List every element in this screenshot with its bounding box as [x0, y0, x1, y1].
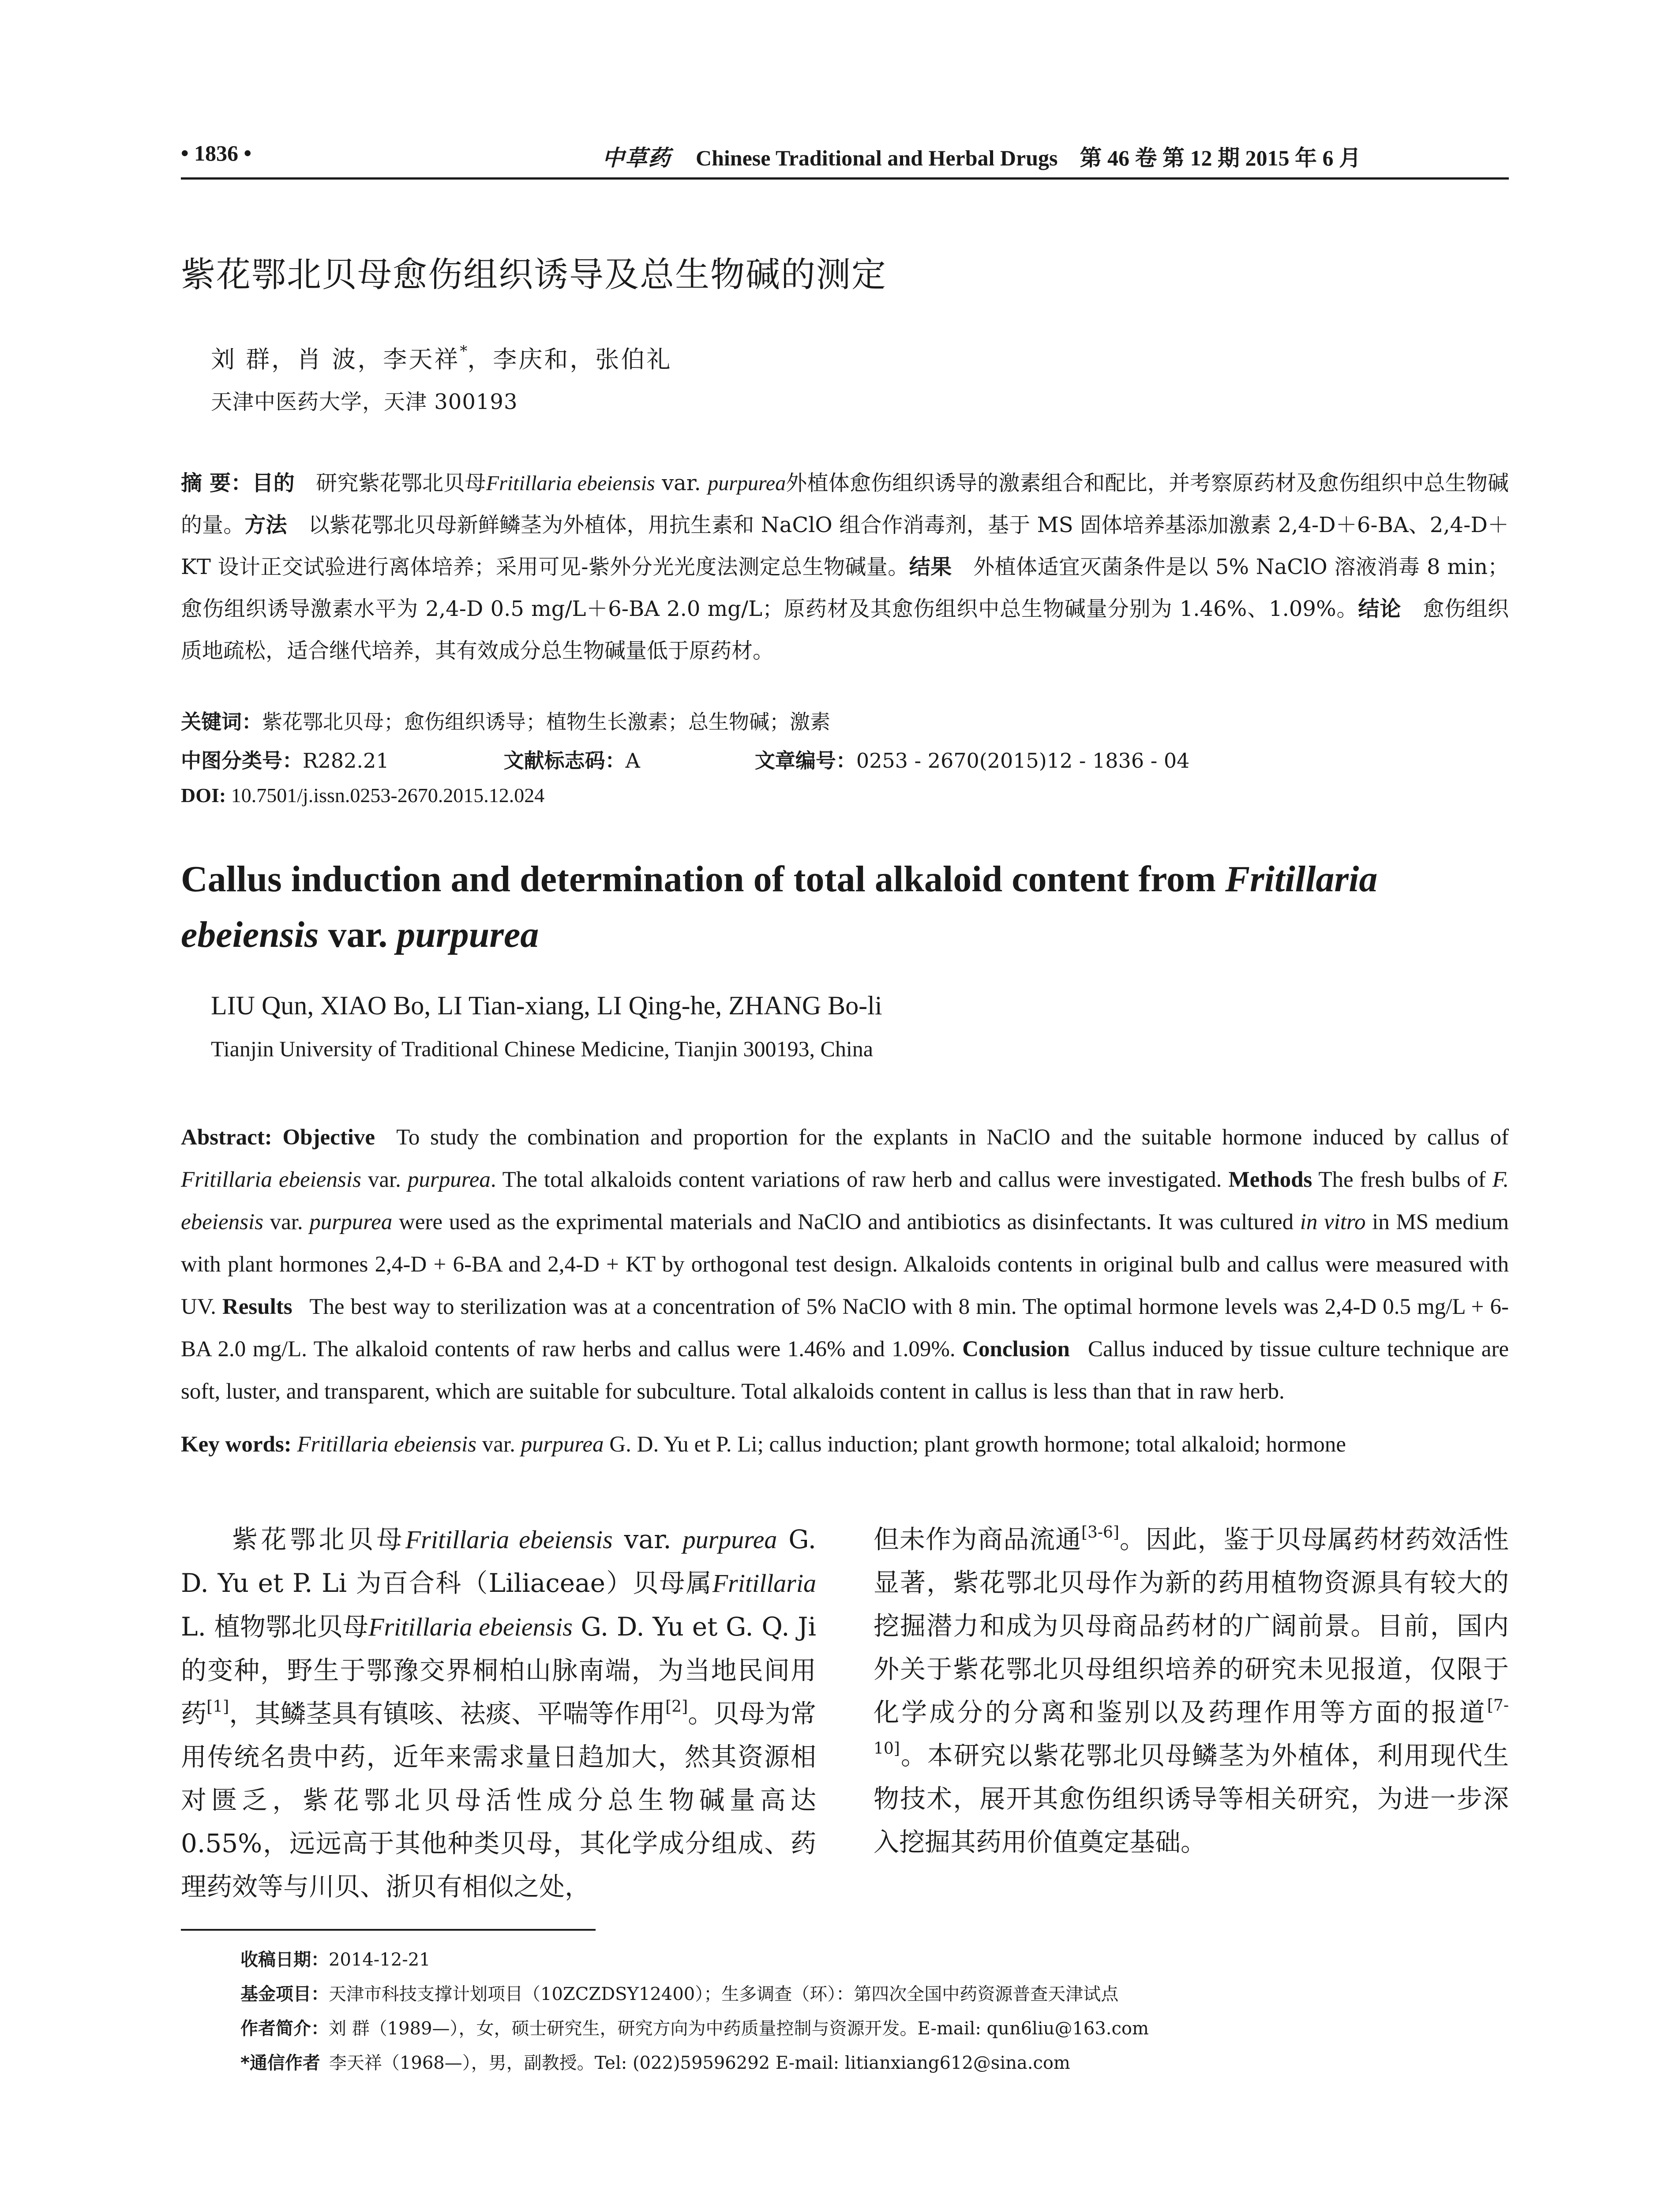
running-header — [181, 140, 1509, 180]
citation-ref[interactable]: [1] — [206, 1698, 229, 1716]
citation-ref[interactable]: [3-6] — [1081, 1523, 1119, 1542]
footnote-rule — [181, 1929, 596, 1931]
journal-line — [602, 140, 1361, 172]
classification-line: 中图分类号：R282.21 文献标志码：A 文章编号：0253 - 2670(2015)12 - 1836 - 04 — [181, 749, 1190, 773]
body-right-column: 但未作为商品流通[3-6]。因此，鉴于贝母属药材药效活性显著，紫花鄂北贝母作为新的药用植物资源具有较大的挖掘潜力和成为贝母商品药材的广阔前景。目前，国内外关于紫花鄂北贝母组织培养的研究未见报道，仅限于化学成分的分离和鉴别以及药理作用等方面的报道[7-10]。本研究以紫花鄂北贝母鳞茎为外植体，利用现代生物技术，展开其愈伤组织诱导等相关研究，为进一步深入挖掘其药用价值奠定基础。 — [874, 1523, 1509, 1857]
journal-name: Chinese Traditional and Herbal Drugs — [696, 146, 1058, 170]
footnote-received: 收稿日期：2014-12-21 — [240, 1950, 431, 1970]
english-title: Callus induction and determination of total alkaloid content from Fritillaria ebeiensis var. purpurea — [181, 859, 1378, 955]
footnote-corresponding: *通信作者 李天祥（1968—），男，副教授。Tel: (022)59596292 E-mail: litianxiang612@sina.com — [240, 2053, 1070, 2073]
english-affiliation: Tianjin University of Traditional Chinese Medicine, Tianjin 300193, China — [211, 1036, 873, 1061]
doi-link[interactable]: 10.7501/j.issn.0253-2670.2015.12.024 — [231, 784, 545, 807]
chinese-title: 紫花鄂北贝母愈伤组织诱导及总生物碱的测定 — [181, 255, 887, 295]
citation-ref[interactable]: [7-10] — [874, 1696, 1509, 1758]
footnote-author: 作者简介：刘 群（1989—），女，硕士研究生，研究方向为中药质量控制与资源开发。E-mail: qun6liu@163.com — [240, 2018, 1149, 2039]
chinese-abstract: 摘 要：目的 研究紫花鄂北贝母Fritillaria ebeiensis var. purpurea外植体愈伤组织诱导的激素组合和配比，并考察原药材及愈伤组织中总生物碱的量。方法 以紫花鄂北贝母新鲜鳞茎为外植体，用抗生素和 NaClO 组合作消毒剂，基于 MS 固体培养基添加激素 2,4-D＋6-BA、2,4-D＋KT 设计正交试验进行离体培养；采用可见-紫外分光光度法测定总生物碱量。结果 外植体适宜灭菌条件是以 5% NaClO 溶液消毒 8 min；愈伤组织诱导激素水平为 2,4-D 0.5 mg/L＋6-BA 2.0 mg/L；原药材及其愈伤组织中总生物碱量分别为 1.46%、1.09%。结论 愈伤组织质地疏松，适合继代培养，其有效成分总生物碱量低于原药材。 — [181, 471, 1509, 663]
english-abstract: Abstract: Objective To study the combination and proportion for the explants in NaClO and the suitable hormone induced by callus of Fritillaria ebeiensis var. purpurea. The total alkaloids content variations of raw herb and callus were investigated. Methods The fresh bulbs of F. ebeiensis var. purpurea were used as the exprimental materials and NaClO and antibiotics as disinfectants. It was cultured in vitro in MS medium with plant hormones 2,4-D + 6-BA and 2,4-D + KT by orthogonal test design. Alkaloids contents in original bulb and callus were measured with UV. Results The best way to sterilization was at a concentration of 5% NaClO with 8 min. The optimal hormone levels was 2,4-D 0.5 mg/L + 6-BA 2.0 mg/L. The alkaloid contents of raw herbs and callus were 1.46% and 1.09%. Conclusion Callus induced by tissue culture technique are soft, luster, and transparent, which are suitable for subculture. Total alkaloids content in callus is less than that in raw herb. — [181, 1125, 1509, 1404]
journal-issue: 第 46 卷 第 12 期 2015 年 6 月 — [1080, 146, 1361, 170]
page-number: • 1836 • — [181, 141, 252, 165]
journal-logo: 中草药 — [602, 145, 671, 171]
chinese-keywords: 关键词：紫花鄂北贝母；愈伤组织诱导；植物生长激素；总生物碱；激素 — [181, 710, 830, 734]
chinese-affiliation: 天津中医药大学，天津 300193 — [211, 390, 518, 414]
citation-ref[interactable]: [2] — [665, 1698, 688, 1716]
footnote-fund: 基金项目：天津市科技支撑计划项目（10ZCZDSY12400）；生多调查（环）：第四次全国中药资源普查天津试点 — [240, 1984, 1119, 2004]
doi-line: DOI: 10.7501/j.issn.0253-2670.2015.12.024 — [181, 784, 545, 807]
header-rule — [181, 177, 1509, 180]
english-authors: LIU Qun, XIAO Bo, LI Tian-xiang, LI Qing-he, ZHANG Bo-li — [211, 991, 882, 1020]
english-keywords: Key words: Fritillaria ebeiensis var. purpurea G. D. Yu et P. Li; callus induction; plant growth hormone; total alkaloid; hormone — [181, 1432, 1346, 1457]
body-left-column: 紫花鄂北贝母Fritillaria ebeiensis var. purpurea G. D. Yu et P. Li 为百合科（Liliaceae）贝母属Fritillaria L. 植物鄂北贝母Fritillaria ebeiensis G. D. Yu et G. Q. Ji 的变种，野生于鄂豫交界桐柏山脉南端，为当地民间用药[1]，其鳞茎具有镇咳、祛痰、平喘等作用[2]。贝母为常用传统名贵中药，近年来需求量日趋加大，然其资源相对匮乏，紫花鄂北贝母活性成分总生物碱量高达 0.55%，远远高于其他种类贝母，其化学成分组成、药理药效等与川贝、浙贝有相似之处， — [181, 1524, 817, 1902]
chinese-authors: 刘 群，肖 波，李天祥*，李庆和，张伯礼 — [211, 342, 672, 373]
